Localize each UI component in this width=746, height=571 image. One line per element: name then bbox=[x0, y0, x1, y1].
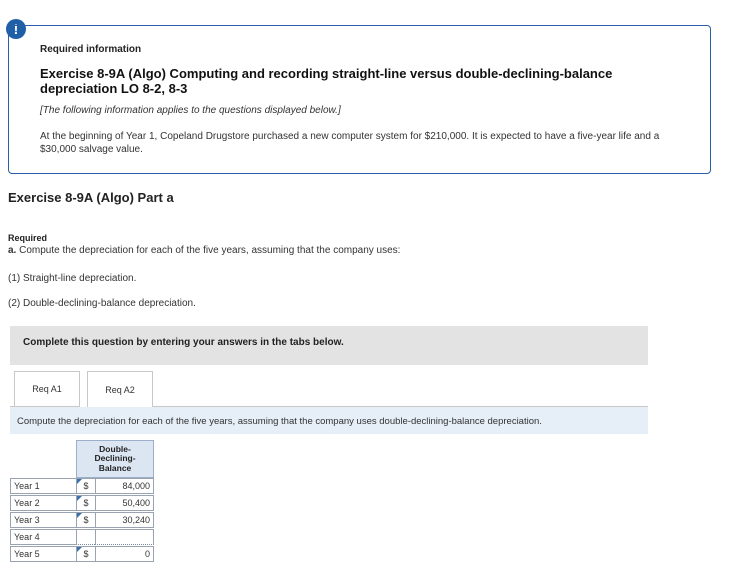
tab-req-a2[interactable]: Req A2 bbox=[87, 371, 153, 408]
required-information-panel bbox=[8, 25, 711, 174]
row-label-year-3: Year 3 bbox=[10, 512, 76, 528]
option-straight-line: (1) Straight-line depreciation. bbox=[8, 273, 137, 284]
option-ddb: (2) Double-declining-balance depreciation. bbox=[8, 298, 196, 309]
instruction-text: Compute the depreciation for each of the five years, assuming that the company uses double-declining-balance depreciation. bbox=[17, 416, 542, 427]
info-body: At the beginning of Year 1, Copeland Drugstore purchased a new computer system for $210,000. It is expected to have a five-year life and a $30,000 salvage value. bbox=[40, 131, 660, 155]
required-text bbox=[8, 245, 400, 256]
required-label: Required bbox=[8, 233, 48, 243]
exercise-title: Exercise 8-9A (Algo) Computing and recording straight-line versus double-declining-balance depreciation LO 8-2, 8-3 bbox=[40, 66, 613, 96]
complete-question-text: Complete this question by entering your answers in the tabs below. bbox=[23, 337, 344, 348]
input-marker-icon bbox=[77, 496, 82, 501]
complete-question-bar bbox=[10, 326, 648, 365]
input-marker-icon bbox=[77, 479, 82, 484]
row-label-year-5: Year 5 bbox=[10, 546, 76, 562]
row-label-year-2: Year 2 bbox=[10, 495, 76, 511]
row-label-year-1: Year 1 bbox=[10, 478, 76, 494]
info-label: Required information bbox=[40, 44, 142, 55]
input-marker-icon bbox=[77, 547, 82, 552]
input-marker-icon bbox=[77, 513, 82, 518]
row-label-year-4: Year 4 bbox=[10, 529, 76, 545]
input-year-1[interactable]: 84,000 bbox=[95, 478, 154, 494]
input-year-2[interactable]: 50,400 bbox=[95, 495, 154, 511]
currency-year-5: $ bbox=[76, 546, 95, 562]
required-question: Compute the depreciation for each of the five years, assuming that the company uses: bbox=[19, 245, 401, 256]
instruction-bar bbox=[10, 407, 648, 434]
currency-year-4 bbox=[76, 529, 95, 545]
input-year-5[interactable]: 0 bbox=[95, 546, 154, 562]
column-header-ddb: Double-Declining-Balance bbox=[76, 440, 154, 478]
tab-req-a1[interactable]: Req A1 bbox=[14, 371, 80, 407]
required-prefix: a. bbox=[8, 245, 17, 256]
alert-icon: ! bbox=[6, 19, 26, 39]
part-heading: Exercise 8-9A (Algo) Part a bbox=[8, 190, 174, 205]
info-note: [The following information applies to the questions displayed below.] bbox=[40, 105, 341, 116]
currency-year-1: $ bbox=[76, 478, 95, 494]
input-year-3[interactable]: 30,240 bbox=[95, 512, 154, 528]
currency-year-3: $ bbox=[76, 512, 95, 528]
currency-year-2: $ bbox=[76, 495, 95, 511]
input-year-4[interactable] bbox=[95, 529, 154, 545]
